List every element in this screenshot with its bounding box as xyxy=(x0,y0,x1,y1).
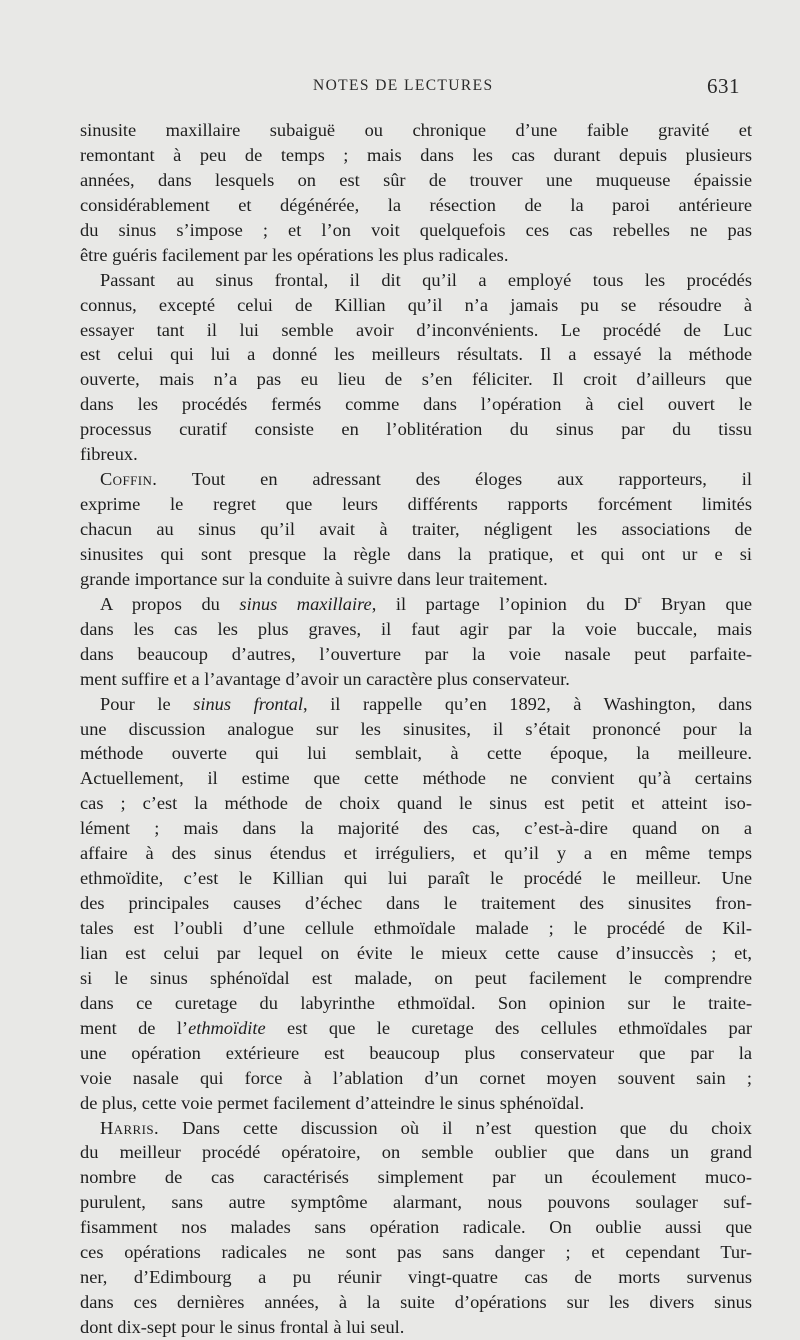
text-line xyxy=(80,1016,752,1041)
text-line: tales est l’oubli d’une cellule ethmoïdale malade ; le procédé de Kil- xyxy=(80,918,752,938)
text-line: ethmoïdite, c’est le Killian qui lui paraît le procédé le meilleur. Une xyxy=(80,868,752,889)
emphasis-text: sinus maxillaire xyxy=(239,593,372,614)
running-title: NOTES DE LECTURES xyxy=(313,77,494,94)
page-header xyxy=(0,74,800,100)
text-line: lian est celui par lequel on évite le mieux cette cause d’insuccès ; et, xyxy=(80,942,752,963)
line-text: ment de l’ xyxy=(80,1017,189,1038)
text-line: de plus, cette voie permet facilement d’atteindre le sinus sphénoïdal. xyxy=(80,1092,585,1113)
text-line xyxy=(80,692,752,717)
text-line: connus, excepté celui de Killian qu’il n’a jamais pu se résoudre à xyxy=(80,294,752,315)
text-line: du meilleur procédé opératoire, on semble oublier que dans un grand xyxy=(80,1142,752,1163)
text-line: années, dans lesquels on est sûr de trouver une muqueuse épaissie xyxy=(80,169,752,190)
text-line xyxy=(80,592,752,617)
text-line: sinusites qui sont presque la règle dans la pratique, et qui ont ur e si xyxy=(80,543,752,564)
text-line: fibreux. xyxy=(80,444,138,465)
line-text: Pour le xyxy=(100,693,194,714)
text-line: purulent, sans autre symptôme alarmant, nous pouvons soulager suf- xyxy=(80,1192,752,1213)
text-line: processus curatif consiste en l’oblitération du sinus par du tissu xyxy=(80,419,752,440)
text-line xyxy=(80,467,752,492)
text-line: ment suffire et a l’avantage d’avoir un caractère plus conservateur. xyxy=(80,668,570,689)
text-line: grande importance sur la conduite à suivre dans leur traitement. xyxy=(80,568,548,589)
speaker-name: Coffin. xyxy=(100,469,158,490)
text-line: chacun au sinus qu’il avait à traiter, négligent les associations de xyxy=(80,519,752,539)
line-text: Tout en adressant des éloges aux rapporteurs, il xyxy=(157,469,752,490)
superscript: r xyxy=(637,593,642,606)
text-line: nombre de cas caractérisés simplement par un écoulement muco- xyxy=(80,1167,752,1188)
text-line: affaire à des sinus étendus et irréguliers, et qu’il y a en même temps xyxy=(80,843,752,864)
text-line: remontant à peu de temps ; mais dans les cas durant depuis plusieurs xyxy=(80,144,752,165)
text-line xyxy=(80,1116,752,1141)
text-line: essayer tant il lui semble avoir d’inconvénients. Le procédé de Luc xyxy=(80,319,752,340)
text-line: ces opérations radicales ne sont pas sans danger ; et cependant Tur- xyxy=(80,1242,752,1263)
text-line: méthode ouverte qui lui semblait, à cette époque, la meilleure. xyxy=(80,743,752,764)
text-line: une opération extérieure est beaucoup plus conservateur que par la xyxy=(80,1042,752,1063)
line-text: A propos du xyxy=(100,593,240,614)
emphasis-text: ethmoïdite xyxy=(188,1017,266,1038)
text-line: si le sinus sphénoïdal est malade, on peut facilement le comprendre xyxy=(80,967,752,988)
text-line: être guéris facilement par les opérations les plus radicales. xyxy=(80,244,509,265)
text-line: dans les cas les plus graves, il faut agir par la voie buccale, mais xyxy=(80,618,752,639)
line-text: Dans cette discussion où il n’est question que du choix xyxy=(158,1117,752,1138)
text-line: dans ce curetage du labyrinthe ethmoïdal. Son opinion sur le traite- xyxy=(80,992,752,1013)
line-text: , il rappelle qu’en 1892, à Washington, dans xyxy=(303,693,752,714)
text-line: dont dix-sept pour le sinus frontal à lui seul. xyxy=(80,1317,405,1337)
body-text xyxy=(80,118,752,1340)
line-text: Bryan que xyxy=(641,593,752,614)
text-line: cas ; c’est la méthode de choix quand le sinus est petit et atteint iso- xyxy=(80,793,752,814)
text-line: exprime le regret que leurs différents rapports forcément limités xyxy=(80,494,752,515)
text-line: ner, d’Edimbourg a pu réunir vingt-quatre cas de morts survenus xyxy=(80,1267,752,1288)
text-line: dans beaucoup d’autres, l’ouverture par la voie nasale peut parfaite- xyxy=(80,643,752,664)
line-text: , il partage l’opinion du D xyxy=(371,593,638,614)
text-line: Actuellement, il estime que cette méthode ne convient qu’à certains xyxy=(80,768,752,789)
text-line: Passant au sinus frontal, il dit qu’il a employé tous les procédés xyxy=(100,269,752,290)
text-line: fisamment nos malades sans opération radicale. On oublie aussi que xyxy=(80,1217,752,1238)
text-line: des principales causes d’échec dans le traitement des sinusites fron- xyxy=(80,893,752,914)
text-line: une discussion analogue sur les sinusites, il s’était prononcé pour la xyxy=(80,718,752,739)
text-line: du sinus s’impose ; et l’on voit quelquefois ces cas rebelles ne pas xyxy=(80,219,752,240)
text-line: sinusite maxillaire subaiguë ou chronique d’une faible gravité et xyxy=(80,120,752,140)
text-line: lément ; mais dans la majorité des cas, c’est-à-dire quand on a xyxy=(80,818,752,839)
text-line: dans les procédés fermés comme dans l’opération à ciel ouvert le xyxy=(80,394,752,415)
text-line: est celui qui lui a donné les meilleurs résultats. Il a essayé la méthode xyxy=(80,344,752,365)
text-line: considérablement et dégénérée, la résection de la paroi antérieure xyxy=(80,194,752,215)
text-line: ouverte, mais n’a pas eu lieu de s’en féliciter. Il croit d’ailleurs que xyxy=(80,369,752,390)
emphasis-text: sinus frontal xyxy=(193,693,303,714)
page-number: 631 xyxy=(707,74,740,98)
speaker-name: Harris. xyxy=(100,1117,159,1138)
text-line: dans ces dernières années, à la suite d’opérations sur les divers sinus xyxy=(80,1292,752,1313)
line-text: est que le curetage des cellules ethmoïdales par xyxy=(265,1017,753,1038)
text-line: voie nasale qui force à l’ablation d’un cornet moyen souvent sain ; xyxy=(80,1067,752,1088)
